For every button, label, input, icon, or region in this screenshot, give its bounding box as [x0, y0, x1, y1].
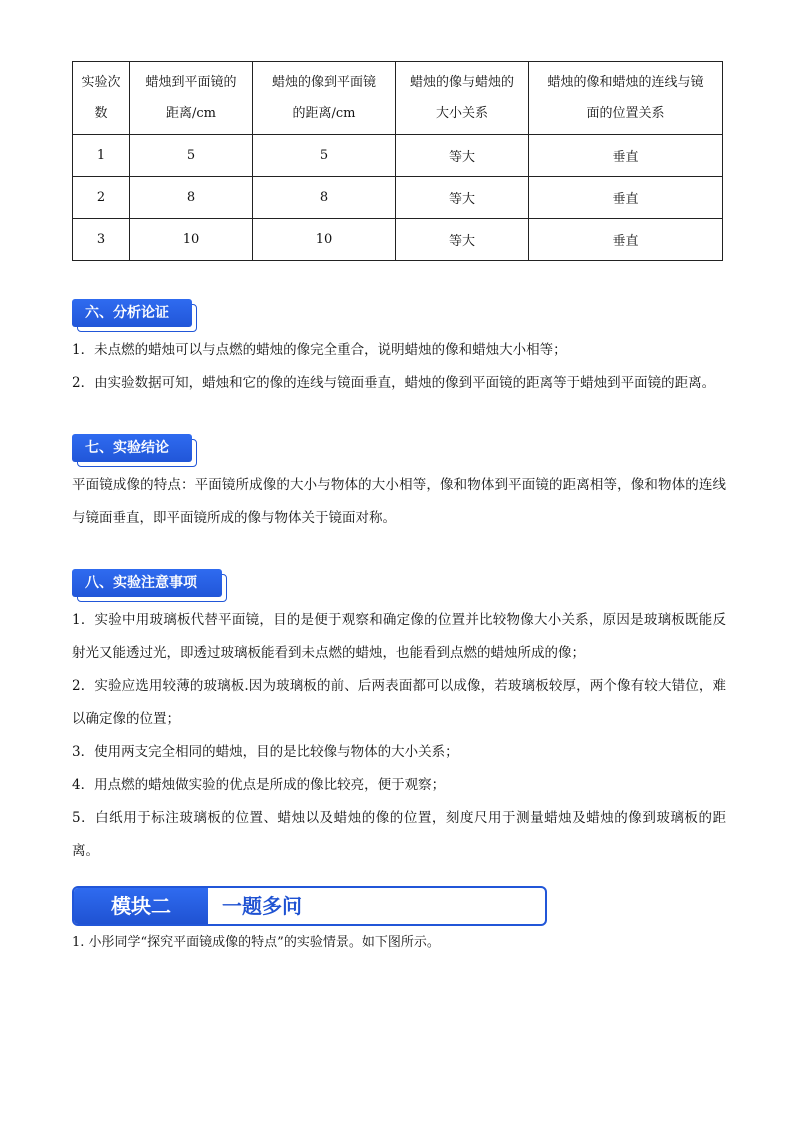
table-cell: 等大	[396, 219, 529, 261]
notes-item: 5．白纸用于标注玻璃板的位置、蜡烛以及蜡烛的像的位置，刻度尺用于测量蜡烛及蜡烛的像到玻璃板的距离。	[72, 810, 726, 859]
table-header-size-relation	[396, 62, 529, 135]
section-heading-notes: 八、实验注意事项	[72, 569, 222, 597]
table-cell: 10	[253, 219, 396, 261]
table-cell: 2	[73, 177, 130, 219]
table-cell: 5	[130, 135, 253, 177]
table-header-row	[73, 62, 723, 135]
experiment-data-table	[72, 61, 723, 261]
section-heading-conclusion: 七、实验结论	[72, 434, 192, 462]
table-cell: 等大	[396, 177, 529, 219]
table-cell: 1	[73, 135, 130, 177]
header-line: 实验次	[81, 75, 121, 90]
notes-item: 1．实验中用玻璃板代替平面镜，目的是便于观察和确定像的位置并比较物像大小关系，原因是玻璃板既能反射光又能透过光，即透过玻璃板能看到未点燃的蜡烛，也能看到点燃的蜡烛所成的像；	[72, 612, 726, 661]
table-cell: 3	[73, 219, 130, 261]
section-heading-analysis: 六、分析论证	[72, 299, 192, 327]
header-line: 蜡烛的像到平面镜	[271, 75, 376, 90]
module-banner	[72, 886, 547, 926]
analysis-item: 2．由实验数据可知，蜡烛和它的像的连线与镜面垂直，蜡烛的像到平面镜的距离等于蜡烛到平面镜的距离。	[72, 375, 716, 391]
notes-item: 2．实验应选用较薄的玻璃板.因为玻璃板的前、后两表面都可以成像，若玻璃板较厚，两个像有较大错位，难以确定像的位置；	[72, 678, 726, 727]
analysis-body	[72, 334, 726, 400]
header-line: 蜡烛的像和蜡烛的连线与镜	[547, 75, 704, 90]
table-cell: 垂直	[529, 135, 723, 177]
header-line: 的距离/cm	[292, 106, 356, 121]
table-cell: 8	[130, 177, 253, 219]
conclusion-text: 平面镜成像的特点：平面镜所成像的大小与物体的大小相等，像和物体到平面镜的距离相等，像和物体的连线与镜面垂直，即平面镜所成的像与物体关于镜面对称。	[72, 477, 726, 526]
conclusion-body	[72, 469, 726, 535]
table-header-image-distance	[253, 62, 396, 135]
question-body	[72, 926, 726, 959]
module-title: 一题多问	[222, 894, 302, 918]
header-line: 数	[94, 106, 108, 121]
module-label: 模块二	[74, 888, 208, 924]
table-header-candle-distance	[130, 62, 253, 135]
table-header-position-relation	[529, 62, 723, 135]
table-row	[73, 177, 723, 219]
table-cell: 8	[253, 177, 396, 219]
notes-item: 4．用点燃的蜡烛做实验的优点是所成的像比较亮，便于观察；	[72, 777, 446, 793]
header-line: 距离/cm	[166, 106, 216, 121]
table-header-trial-count	[73, 62, 130, 135]
table-cell: 垂直	[529, 177, 723, 219]
header-line: 蜡烛到平面镜的	[145, 75, 237, 90]
table-cell: 10	[130, 219, 253, 261]
header-line: 蜡烛的像与蜡烛的	[409, 75, 514, 90]
notes-item: 3．使用两支完全相同的蜡烛，目的是比较像与物体的大小关系；	[72, 744, 459, 760]
table-cell: 等大	[396, 135, 529, 177]
header-line: 大小关系	[435, 106, 488, 121]
table-row	[73, 135, 723, 177]
header-line: 面的位置关系	[586, 106, 665, 121]
question-text: 1. 小彤同学“探究平面镜成像的特点”的实验情景。如下图所示。	[72, 935, 440, 950]
table-cell: 5	[253, 135, 396, 177]
table-cell: 垂直	[529, 219, 723, 261]
analysis-item: 1．未点燃的蜡烛可以与点燃的蜡烛的像完全重合，说明蜡烛的像和蜡烛大小相等；	[72, 342, 567, 358]
table-row	[73, 219, 723, 261]
notes-body	[72, 604, 726, 868]
